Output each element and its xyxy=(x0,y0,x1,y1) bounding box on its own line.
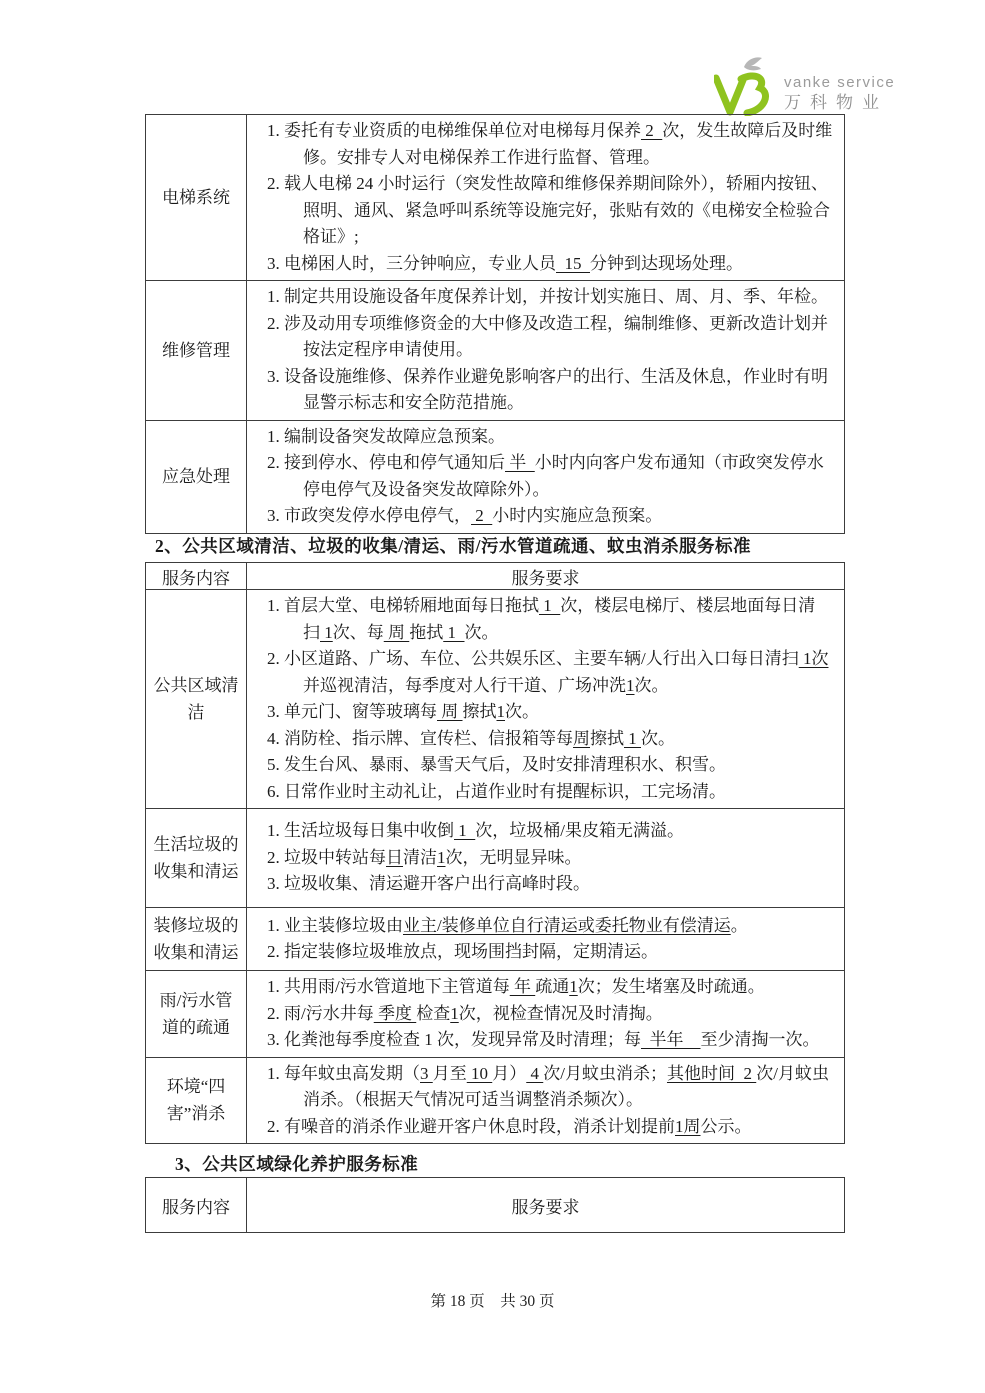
filled-blank-text: 周 xyxy=(573,728,590,748)
requirement-item xyxy=(257,1061,836,1114)
filled-blank-text: 季度 xyxy=(373,1003,417,1023)
filled-blank-text: 1 xyxy=(320,622,333,642)
filled-blank-text: 周 xyxy=(437,702,463,721)
requirement-text: 检查 xyxy=(416,1003,451,1023)
requirement-item xyxy=(257,845,836,872)
requirement-text: 次。 xyxy=(505,702,539,721)
requirement-text: 月至 xyxy=(432,1063,467,1083)
service-category-cell: 电梯系统 xyxy=(146,115,247,281)
requirement-text: 垃圾中转站每 xyxy=(284,847,386,867)
table-row xyxy=(146,908,845,971)
filled-blank-text: 15 xyxy=(556,253,590,273)
service-requirements-cell xyxy=(247,420,845,533)
requirement-text: 小区道路、广场、车位、公共娱乐区、主要车辆/人行出入口每日清扫 xyxy=(284,649,799,668)
service-category-cell: 维修管理 xyxy=(146,281,247,421)
filled-blank-text: 1 xyxy=(496,702,505,721)
requirement-text: 次，楼层电梯厅、楼层地面每日清扫 xyxy=(303,596,816,642)
requirement-text: 并巡视清洁，每季度对人行干道、广场冲洗 xyxy=(303,675,626,695)
item-number: 3. xyxy=(267,874,284,894)
requirement-text: 垃圾收集、清运避开客户出行高峰时段。 xyxy=(284,874,590,894)
requirement-text: 雨/污水井每 xyxy=(284,1003,374,1023)
filled-blank-text: 1 xyxy=(626,675,635,695)
v-glyph xyxy=(716,78,743,112)
cleaning-service-table-body xyxy=(146,590,845,1144)
requirement-text: 市政突发停水停电停气， xyxy=(284,506,471,525)
filled-blank-text: 2 xyxy=(471,506,493,525)
col-header-service-requirement: 服务要求 xyxy=(247,1178,845,1233)
item-number: 3. xyxy=(267,1030,284,1049)
vanke-logo xyxy=(714,54,895,116)
equipment-service-table xyxy=(145,114,845,534)
requirement-item xyxy=(257,251,836,278)
requirement-text: 。 xyxy=(730,915,748,935)
filled-blank-text: 周 xyxy=(383,622,410,642)
requirement-text: 每年蚊虫高发期（ xyxy=(284,1063,420,1083)
requirement-text: 次、每 xyxy=(332,622,384,642)
brand-name-cn: 万科物业 xyxy=(784,93,888,112)
requirement-text: 分钟到达现场处理。 xyxy=(590,253,743,273)
service-category-cell: 环境“四害”消杀 xyxy=(146,1057,247,1144)
brand-name-en: vanke service xyxy=(784,74,896,91)
item-number: 1. xyxy=(267,915,284,935)
filled-blank-text: 日 xyxy=(386,847,403,867)
requirement-text: 次，无明显异味。 xyxy=(445,847,582,867)
requirement-text: 有噪音的消杀作业避开客户休息时段，消杀计划提前 xyxy=(284,1116,675,1136)
service-category-cell: 生活垃圾的收集和清运 xyxy=(146,809,247,908)
table-row xyxy=(146,281,845,421)
service-category-cell: 公共区域清洁 xyxy=(146,590,247,809)
requirement-text: 次。 xyxy=(464,622,499,642)
service-requirements-cell xyxy=(247,1057,845,1144)
item-number: 2. xyxy=(267,847,284,867)
requirement-item xyxy=(257,171,836,251)
item-number: 1. xyxy=(267,596,284,615)
requirement-text: 次，垃圾桶/果皮箱无满溢。 xyxy=(475,821,684,841)
col-header-service-requirement: 服务要求 xyxy=(247,563,845,590)
requirement-text: 次/月蚊虫消杀。（根据天气情况可适当调整消杀频次）。 xyxy=(303,1063,829,1109)
requirement-text: 至少清掏一次。 xyxy=(700,1030,820,1049)
requirement-item xyxy=(257,118,836,171)
item-number: 3. xyxy=(267,366,284,386)
requirement-text: 清洁 xyxy=(403,847,437,867)
requirement-item xyxy=(257,311,836,364)
filled-blank-text: 半年 xyxy=(641,1030,701,1049)
service-requirements-cell xyxy=(247,809,845,908)
vanke-vs-leaf-mark-icon xyxy=(714,54,774,116)
requirement-text: 电梯困人时，三分钟响应，专业人员 xyxy=(284,253,556,273)
service-requirements-cell xyxy=(247,115,845,281)
requirement-item xyxy=(257,779,836,806)
requirement-text: 制定共用设施设备年度保养计划，并按计划实施日、周、月、季、年检。 xyxy=(284,287,828,306)
filled-blank-text: 10 xyxy=(466,1063,493,1083)
requirement-item xyxy=(257,284,836,311)
requirement-text: 化粪池每季度检查 1 次，发现异常及时清理；每 xyxy=(284,1030,641,1049)
item-number: 2. xyxy=(267,1116,284,1136)
table-header-row xyxy=(146,1178,845,1233)
logo-text xyxy=(784,74,895,116)
filled-blank-text: 1 xyxy=(539,596,561,615)
filled-blank-text: 1 xyxy=(624,728,641,748)
requirement-text: 载人电梯 24 小时运行（突发性故障和维修保养期间除外），轿厢内按钮、照明、通风、紧急呼叫系统等设施完好，张贴有效的《电梯安全检验合格证》; xyxy=(284,174,830,246)
requirement-text: 委托有专业资质的电梯维保单位对电梯每月保养 xyxy=(284,121,641,140)
table-row xyxy=(146,971,845,1058)
requirement-text: 小时内实施应急预案。 xyxy=(492,506,663,525)
page-footer: 第 18 页 共 30 页 xyxy=(430,1293,555,1310)
filled-blank-text: 1周 xyxy=(675,1116,701,1136)
requirement-text: 首层大堂、电梯轿厢地面每日拖拭 xyxy=(284,596,539,615)
filled-blank-text: 半 xyxy=(505,453,535,472)
service-requirements-cell xyxy=(247,908,845,971)
requirement-item xyxy=(257,646,836,699)
requirement-text: 编制设备突发故障应急预案。 xyxy=(284,426,505,446)
item-number: 1. xyxy=(267,426,284,446)
item-number: 1. xyxy=(267,821,284,841)
requirement-text: 业主装修垃圾由 xyxy=(284,915,403,935)
service-requirements-cell xyxy=(247,590,845,809)
requirement-text: 擦拭 xyxy=(590,728,624,748)
requirement-item xyxy=(257,699,836,726)
item-number: 5. xyxy=(267,755,284,774)
service-category-cell: 应急处理 xyxy=(146,420,247,533)
requirement-text: 疏通 xyxy=(535,977,570,996)
item-number: 1. xyxy=(267,121,284,140)
item-number: 2. xyxy=(267,649,284,668)
filled-blank-text: 3 xyxy=(420,1063,433,1083)
service-category-cell: 雨/污水管道的疏通 xyxy=(146,971,247,1058)
col-header-service-content: 服务内容 xyxy=(146,563,247,590)
requirement-text: 设备设施维修、保养作业避免影响客户的出行、生活及休息，作业时有明显警示标志和安全防范措施。 xyxy=(284,366,828,412)
table-row xyxy=(146,115,845,281)
item-number: 1. xyxy=(267,1063,284,1083)
requirement-text: 公示。 xyxy=(700,1116,752,1136)
filled-blank-text: 1 xyxy=(450,1003,459,1023)
table-row xyxy=(146,420,845,533)
section-2-title: 2、公共区域清洁、垃圾的收集/清运、雨/污水管道疏通、蚊虫消杀服务标准 xyxy=(155,536,751,556)
section-3-title: 3、公共区域绿化养护服务标准 xyxy=(175,1154,419,1174)
requirement-text: 擦拭 xyxy=(462,702,497,721)
table-row xyxy=(146,809,845,908)
requirement-item xyxy=(257,974,836,1001)
item-number: 2. xyxy=(267,453,284,472)
requirement-text: 接到停水、停电和停气通知后 xyxy=(284,453,505,472)
requirement-text: 单元门、窗等玻璃每 xyxy=(284,702,437,721)
requirement-text: 次。 xyxy=(641,728,675,748)
requirement-text: 指定装修垃圾堆放点，现场围挡封隔，定期清运。 xyxy=(284,942,658,961)
item-number: 3. xyxy=(267,702,284,721)
filled-blank-text: 2 xyxy=(641,121,663,140)
cleaning-service-table xyxy=(145,562,845,1144)
requirement-text: 次；发生堵塞及时疏通。 xyxy=(577,977,765,996)
requirement-text: 拖拭 xyxy=(409,622,444,642)
requirement-text: 小时内向客户发布通知（市政突发停水停电停气及设备突发故障除外）。 xyxy=(303,453,824,499)
greening-service-table xyxy=(145,1177,845,1233)
requirement-item xyxy=(257,593,836,646)
filled-blank-text: 1 xyxy=(569,977,578,996)
item-number: 2. xyxy=(267,1003,284,1023)
requirement-text: 次/月蚊虫消杀； xyxy=(543,1063,667,1083)
requirement-text: 生活垃圾每日集中收倒 xyxy=(284,821,454,841)
requirement-text: 次，视检查情况及时清掏。 xyxy=(458,1003,663,1023)
requirement-text: 次。 xyxy=(634,675,669,695)
requirement-text: 涉及动用专项维修资金的大中修及改造工程，编制维修、更新改造计划并按法定程序申请使用。 xyxy=(284,313,828,359)
item-number: 3. xyxy=(267,506,284,525)
requirement-text: 月） xyxy=(492,1063,527,1083)
service-requirements-cell xyxy=(247,971,845,1058)
table-header-row xyxy=(146,563,845,590)
requirement-item xyxy=(257,726,836,753)
filled-blank-text: 1 xyxy=(443,622,465,642)
equipment-service-table-body xyxy=(146,115,845,534)
filled-blank-text: 4 xyxy=(526,1063,544,1083)
requirement-item xyxy=(257,752,836,779)
requirement-item xyxy=(257,1114,836,1141)
requirement-item xyxy=(257,1027,836,1054)
requirement-text: 次，发生故障后及时维修。安排专人对电梯保养工作进行监督、管理。 xyxy=(303,121,833,167)
table-row xyxy=(146,590,845,809)
filled-blank-text: 1次 xyxy=(798,649,829,668)
table-row xyxy=(146,1057,845,1144)
filled-blank-text: 年 xyxy=(509,977,536,996)
requirement-item xyxy=(257,818,836,845)
item-number: 6. xyxy=(267,781,284,801)
requirement-item xyxy=(257,503,836,530)
item-number: 3. xyxy=(267,253,284,273)
item-number: 2. xyxy=(267,174,284,193)
requirement-item xyxy=(257,913,836,940)
col-header-service-content: 服务内容 xyxy=(146,1178,247,1233)
filled-blank-text: 其他时间 2 xyxy=(666,1063,757,1083)
filled-blank-text: 业主/装修单位自行清运或委托物业有偿清运 xyxy=(403,915,731,935)
requirement-item xyxy=(257,364,836,417)
requirement-text: 日常作业时主动礼让，占道作业时有提醒标识，工完场清。 xyxy=(284,781,726,801)
filled-blank-text: 1 xyxy=(454,821,476,841)
item-number: 2. xyxy=(267,942,284,961)
requirement-item xyxy=(257,871,836,898)
requirement-text: 共用雨/污水管道地下主管道每 xyxy=(284,977,510,996)
item-number: 2. xyxy=(267,313,284,333)
item-number: 1. xyxy=(267,287,284,306)
service-category-cell: 装修垃圾的收集和清运 xyxy=(146,908,247,971)
requirement-item xyxy=(257,450,836,503)
requirement-text: 消防栓、指示牌、宣传栏、信报箱等每 xyxy=(284,728,573,748)
requirement-text: 发生台风、暴雨、暴雪天气后，及时安排清理积水、积雪。 xyxy=(284,755,726,774)
item-number: 1. xyxy=(267,977,284,996)
item-number: 4. xyxy=(267,728,284,748)
service-requirements-cell xyxy=(247,281,845,421)
requirement-item xyxy=(257,424,836,451)
requirement-item xyxy=(257,939,836,966)
filled-blank-text: 1 xyxy=(437,847,446,867)
bird-icon xyxy=(744,57,762,70)
requirement-item xyxy=(257,1001,836,1028)
